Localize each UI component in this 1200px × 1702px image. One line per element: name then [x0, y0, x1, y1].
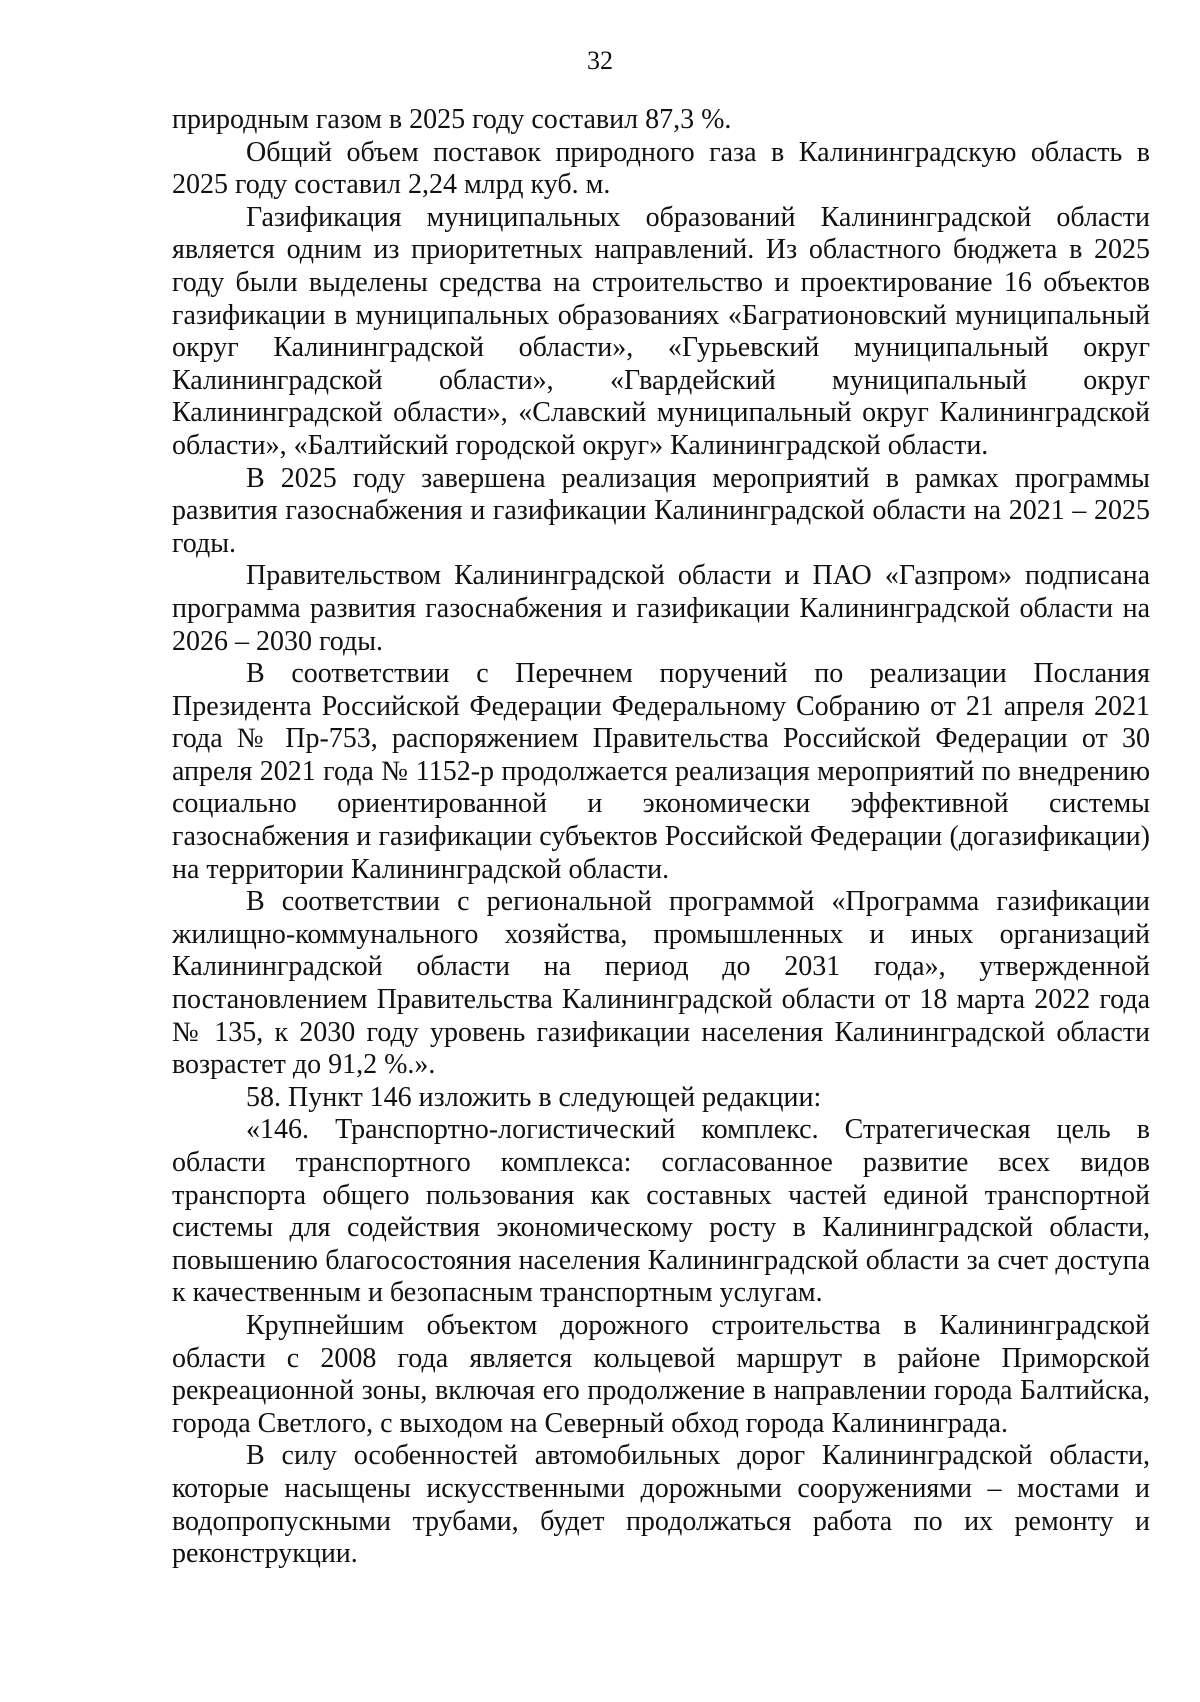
paragraph-continuation: природным газом в 2025 году составил 87,3 %. — [172, 104, 732, 135]
paragraph-regional-program: В соответствии с региональной программой «Программа газификации жилищно-коммунального хозяйства, промышленных и иных организаций Калининградской области на период до 2031 года», утвержденной постановлением Правительства Калининградской области от 18 марта 2022 года № 135, к 2030 году уровень газификации населения Калининградской области возрастет до 91,2 %.». — [172, 886, 1150, 1081]
paragraph-additional-gasification: В соответствии с Перечнем поручений по реализации Послания Президента Российской Федерации Федеральному Собранию от 21 апреля 2021 года № Пр-753, распоряжением Правительства Российской Федерации от 30 апреля 2021 года № 1152-р продолжается реализация мероприятий по внедрению социально ориентированной и экономически эффективной системы газоснабжения и газификации субъектов Российской Федерации (догазификации) на территории Калининградской области. — [172, 658, 1150, 885]
paragraph-gas-supply-volume: Общий объем поставок природного газа в Калининградскую область в 2025 году составил 2,24 млрд куб. м. — [172, 136, 1150, 201]
page-number: 32 — [587, 46, 613, 75]
paragraph-road-structures: В силу особенностей автомобильных дорог Калининградской области, которые насыщены искусственными дорожными сооружениями – мостами и водопропускными трубами, будет продолжаться работа по их ремонту и реконструкции. — [172, 1440, 1150, 1570]
paragraph-item-146: «146. Транспортно-логистический комплекс. Стратегическая цель в области транспортного комплекса: согласованное развитие всех видов транспорта общего пользования как составных частей единой транспортной системы для содействия экономическому росту в Калининградской области, повышению благосостояния населения Калининградской области за счет доступа к качественным и безопасным транспортным услугам. — [172, 1114, 1150, 1309]
paragraph-item-58: 58. Пункт 146 изложить в следующей редакции: — [246, 1081, 822, 1113]
paragraph-program-2021-2025: В 2025 году завершена реализация мероприятий в рамках программы развития газоснабжения и газификации Калининградской области на 2021 – 2025 годы. — [172, 462, 1150, 559]
paragraph-program-2026-2030: Правительством Калининградской области и ПАО «Газпром» подписана программа развития газоснабжения и газификации Калининградской области на 2026 – 2030 годы. — [172, 560, 1150, 657]
document-body — [172, 104, 1150, 1571]
paragraph-road-construction: Крупнейшим объектом дорожного строительства в Калининградской области с 2008 года является кольцевой маршрут в районе Приморской рекреационной зоны, включая его продолжение в направлении города Балтийска, города Светлого, с выходом на Северный обход города Калининграда. — [172, 1309, 1150, 1439]
paragraph-municipal-gasification: Газификация муниципальных образований Калининградской области является одним из приоритетных направлений. Из областного бюджета в 2025 году были выделены средства на строительство и проектирование 16 объектов газификации в муниципальных образованиях «Багратионовский муниципальный округ Калининградской области», «Гурьевский муниципальный округ Калининградской области», «Гвардейский муниципальный округ Калининградской области», «Славский муниципальный округ Калининградской области», «Балтийский городской округ» Калининградской области. — [172, 201, 1150, 461]
